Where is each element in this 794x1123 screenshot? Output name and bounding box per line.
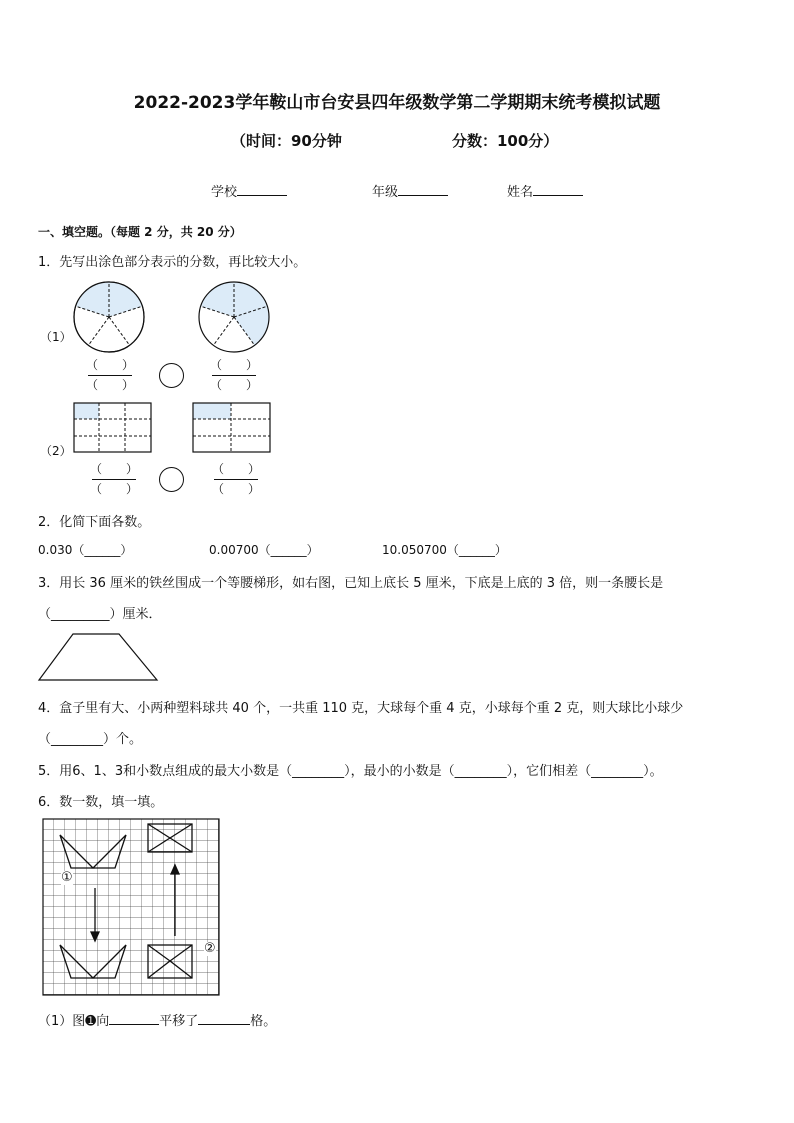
school-field xyxy=(211,181,287,200)
q1-part1-label: （1） xyxy=(40,330,72,344)
question-3-line1: 3．用长 36 厘米的铁丝围成一个等腰梯形，如右图，已知上底长 5 厘米，下底是上底的 3 倍，则一条腰长是 xyxy=(38,576,664,591)
exam-time: （时间：90分钟 xyxy=(231,132,342,150)
figure-label-1: ① xyxy=(61,870,73,885)
question-6: 6．数一数，填一填。 xyxy=(38,795,164,810)
sub1-suffix: 格。 xyxy=(250,1014,277,1029)
name-blank[interactable] xyxy=(533,182,583,196)
fraction-denominator[interactable]: （ ） xyxy=(211,482,260,496)
exam-score: 分数：100分） xyxy=(452,132,559,150)
fraction-denominator[interactable]: （ ） xyxy=(89,482,138,496)
fraction-numerator[interactable]: （ ） xyxy=(211,462,260,476)
sub1-direction-label: 向 xyxy=(96,1014,110,1029)
fraction-answer[interactable] xyxy=(80,357,140,394)
question-3-line2[interactable]: （_________）厘米． xyxy=(38,607,162,622)
question-5[interactable]: 5．用6、1、3和小数点组成的最大小数是（________），最小的小数是（________），它们相差（________）。 xyxy=(38,764,663,779)
section-heading: 一、填空题。（每题 2 分，共 20 分） xyxy=(38,225,242,239)
sub1-moved-label: 平移了 xyxy=(159,1014,199,1029)
grade-field xyxy=(372,181,448,200)
q1-part2-label: （2） xyxy=(40,444,72,458)
fraction-answer[interactable] xyxy=(206,461,266,498)
question-1: 1．先写出涂色部分表示的分数，再比较大小。 xyxy=(38,255,307,270)
fraction-numerator[interactable]: （ ） xyxy=(209,358,258,372)
trapezoid-diagram xyxy=(37,632,159,682)
compare-circle[interactable] xyxy=(159,467,184,492)
rect2-shaded-cell xyxy=(193,403,231,419)
distance-blank[interactable] xyxy=(198,1011,250,1025)
figure-label-2: ② xyxy=(204,941,216,956)
school-label: 学校 xyxy=(211,185,238,200)
pie-chart-2 xyxy=(197,280,271,354)
translation-grid xyxy=(42,818,220,999)
pie-chart-1 xyxy=(72,280,146,354)
grade-blank[interactable] xyxy=(398,182,448,196)
fraction-denominator[interactable]: （ ） xyxy=(209,378,258,392)
q2-item-2[interactable]: 0.00700（______） xyxy=(209,543,319,557)
grade-label: 年级 xyxy=(372,185,399,200)
rectangle-diagram-1 xyxy=(73,402,152,453)
fraction-answer[interactable] xyxy=(204,357,264,394)
question-4-line1: 4．盒子里有大、小两种塑料球共 40 个，一共重 110 克，大球每个重 4 克，小球每个重 2 克，则大球比小球少 xyxy=(38,701,684,716)
compare-circle[interactable] xyxy=(159,363,184,388)
rectangle-diagram-2 xyxy=(192,402,271,453)
name-field xyxy=(507,181,583,200)
question-6-sub1 xyxy=(38,1010,276,1029)
q2-item-1[interactable]: 0.030（______） xyxy=(38,543,133,557)
name-label: 姓名 xyxy=(507,185,534,200)
question-2: 2．化简下面各数。 xyxy=(38,515,151,530)
figure-number: ➊ xyxy=(85,1014,97,1029)
page-title: 2022-2023学年鞍山市台安县四年级数学第二学期期末统考模拟试题 xyxy=(133,93,661,113)
fraction-numerator[interactable]: （ ） xyxy=(89,462,138,476)
direction-blank[interactable] xyxy=(109,1011,159,1025)
sub1-prefix: （1）图 xyxy=(38,1014,86,1029)
fraction-answer[interactable] xyxy=(84,461,144,498)
fraction-numerator[interactable]: （ ） xyxy=(85,358,134,372)
question-4-line2[interactable]: （________）个。 xyxy=(38,732,143,747)
q2-item-3[interactable]: 10.050700（______） xyxy=(382,543,507,557)
fraction-denominator[interactable]: （ ） xyxy=(85,378,134,392)
rect1-shaded-cell xyxy=(74,403,99,419)
school-blank[interactable] xyxy=(237,182,287,196)
